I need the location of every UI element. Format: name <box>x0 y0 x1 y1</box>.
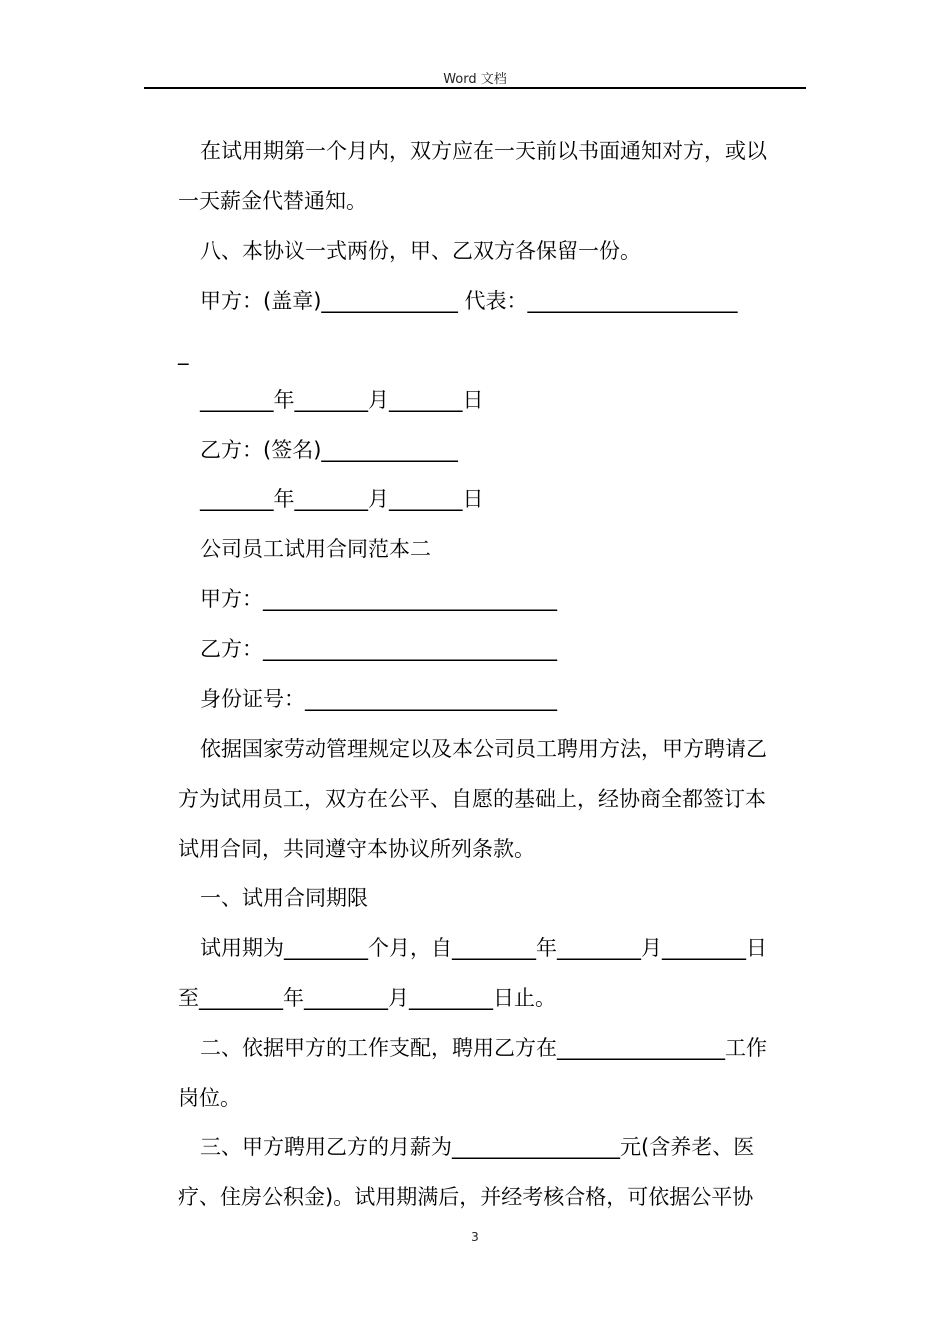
text-line: 一、试用合同期限 <box>200 886 368 910</box>
text-line: _ <box>178 341 189 365</box>
text-line: 岗位。 <box>178 1086 241 1110</box>
page-header: Word 文档 <box>443 72 507 87</box>
page-number: 3 <box>471 1230 479 1244</box>
text-line: 三、甲方聘用乙方的月薪为________________元(含养老、医 <box>200 1135 755 1159</box>
date-line: _______年_______月_______日 <box>200 487 484 511</box>
section-title: 公司员工试用合同范本二 <box>200 537 431 561</box>
text-line: 乙方：(签名)_____________ <box>200 438 458 462</box>
text-line: 依据国家劳动管理规定以及本公司员工聘用方法，甲方聘请乙 <box>200 737 767 761</box>
text-line: 乙方：____________________________ <box>200 637 557 661</box>
header-divider <box>144 87 806 89</box>
text-line: 试用期为________个月，自________年________月________日 <box>200 936 767 960</box>
text-line: 疗、住房公积金)。试用期满后，并经考核合格，可依据公平协 <box>178 1185 754 1209</box>
text-line: 甲方：(盖章)_____________ 代表：____________________ <box>200 289 738 313</box>
text-line: 在试用期第一个月内，双方应在一天前以书面通知对方，或以 <box>200 139 767 163</box>
text-line: 至________年________月________日止。 <box>178 986 556 1010</box>
text-line: 试用合同，共同遵守本协议所列条款。 <box>178 837 535 861</box>
text-line: 身份证号：________________________ <box>200 687 557 711</box>
text-line: 甲方：____________________________ <box>200 587 557 611</box>
text-line: 方为试用员工，双方在公平、自愿的基础上，经协商全都签订本 <box>178 787 766 811</box>
text-line: 一天薪金代替通知。 <box>178 189 367 213</box>
date-line: _______年_______月_______日 <box>200 388 484 412</box>
text-line: 八、本协议一式两份，甲、乙双方各保留一份。 <box>200 239 641 263</box>
text-line: 二、依据甲方的工作支配，聘用乙方在________________工作 <box>200 1036 767 1060</box>
